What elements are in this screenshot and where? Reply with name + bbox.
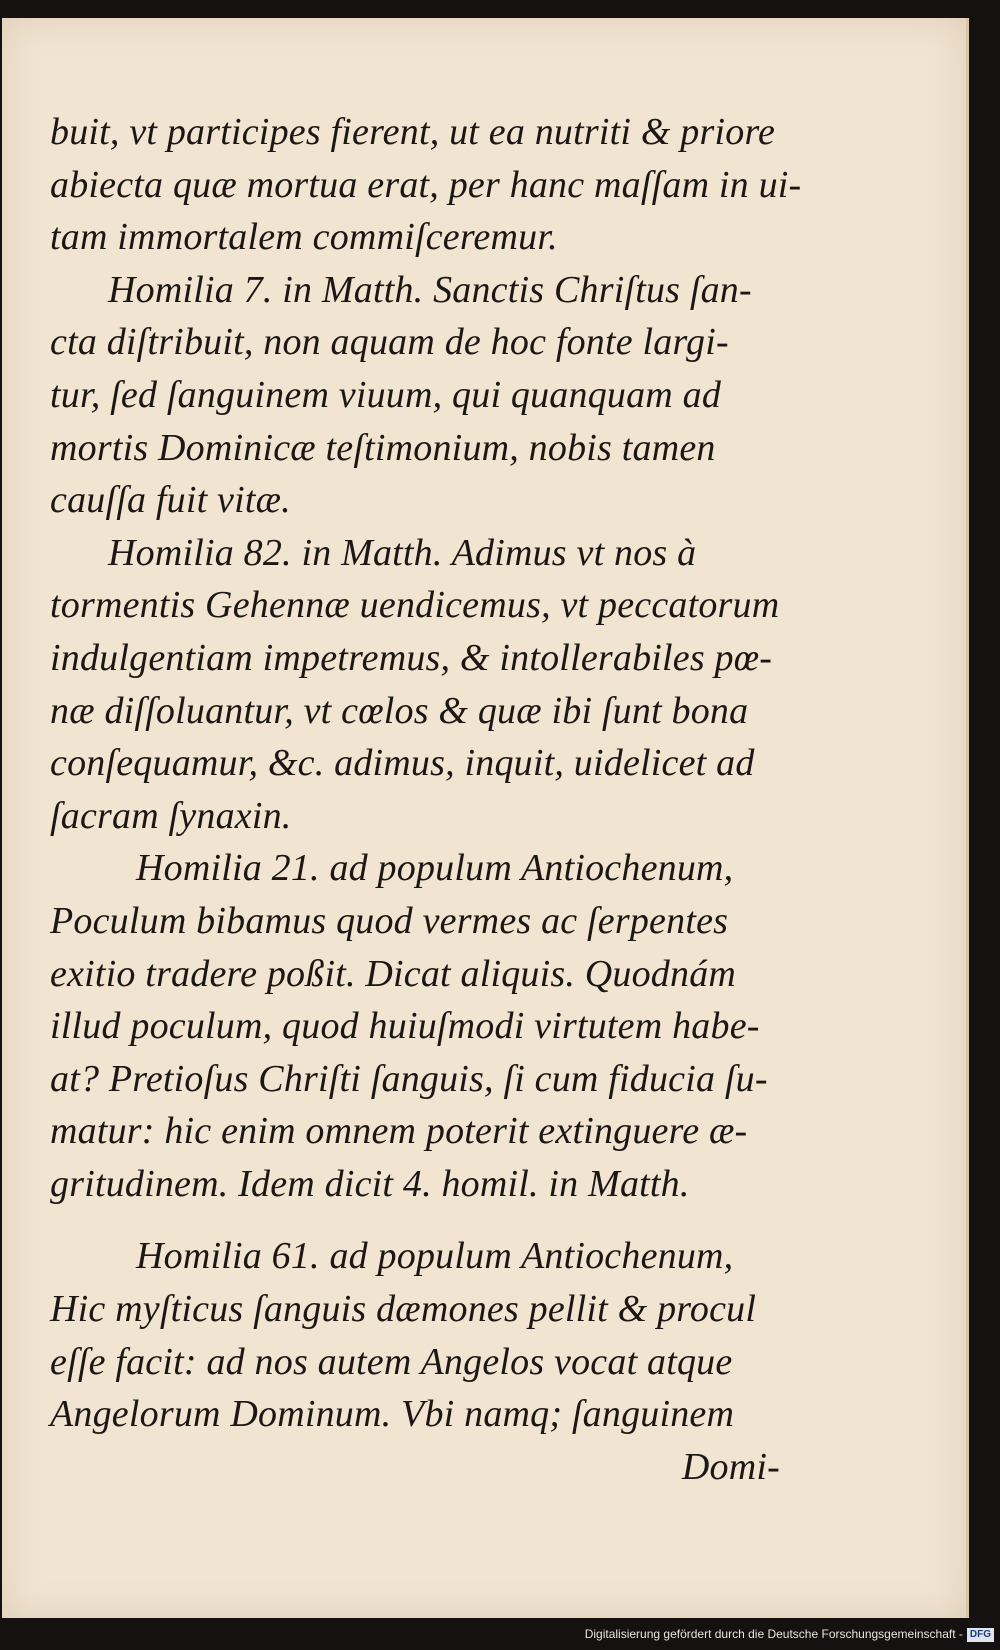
page-text bbox=[50, 106, 802, 1493]
catchword: Domi- bbox=[681, 1445, 780, 1488]
text-line: tur, ſed ſanguinem viuum, qui quanquam ad bbox=[50, 373, 722, 416]
paragraph-start-line: Homilia 21. ad populum Antiochenum, bbox=[136, 847, 734, 890]
text-line: Hic myſticus ſanguis dæmones pellit & procul bbox=[50, 1288, 757, 1331]
paragraph-gap bbox=[50, 1210, 780, 1230]
text-line: cta diſtribuit, non aquam de hoc fonte largi- bbox=[50, 321, 729, 364]
text-line: Angelorum Dominum. Vbi namq; ſanguinem bbox=[50, 1393, 735, 1436]
paragraph-start-line: Homilia 61. ad populum Antiochenum, bbox=[136, 1235, 734, 1278]
text-line: at? Pretioſus Chriſti ſanguis, ſi cum fiducia ſu- bbox=[50, 1057, 768, 1100]
paragraph-start-line: Homilia 82. in Matth. Adimus vt nos à bbox=[108, 531, 697, 574]
dfg-logo: DFG bbox=[967, 1628, 994, 1642]
text-line: illud poculum, quod huiuſmodi virtutem habe- bbox=[50, 1005, 760, 1048]
text-line: conſequamur, &c. adimus, inquit, uidelicet ad bbox=[50, 742, 755, 785]
text-line: Poculum bibamus quod vermes ac ſerpentes bbox=[50, 899, 729, 942]
text-line: indulgentiam impetremus, & intollerabiles pœ- bbox=[50, 636, 773, 679]
text-line: gritudinem. Idem dicit 4. homil. in Matth. bbox=[50, 1162, 690, 1205]
text-line: matur: hic enim omnem poterit extinguere æ- bbox=[50, 1110, 748, 1153]
footer-text: Digitalisierung gefördert durch die Deutsche Forschungsgemeinschaft - bbox=[584, 1627, 963, 1641]
text-line: exitio tradere poßit. Dicat aliquis. Quodnám bbox=[50, 952, 737, 995]
text-line: tormentis Gehennæ uendicemus, vt peccatorum bbox=[50, 584, 780, 627]
text-line: ſacram ſynaxin. bbox=[50, 794, 292, 837]
text-line: næ diſſoluantur, vt cœlos & quæ ibi ſunt bona bbox=[50, 689, 749, 732]
book-page bbox=[2, 18, 969, 1618]
text-line: buit, vt participes fierent, ut ea nutriti & priore bbox=[50, 111, 776, 153]
text-line: cauſſa fuit vitæ. bbox=[50, 479, 291, 522]
text-line: eſſe facit: ad nos autem Angelos vocat atque bbox=[50, 1340, 733, 1383]
text-line: tam immortalem commiſceremur. bbox=[50, 216, 558, 259]
paragraph-start-line: Homilia 7. in Matth. Sanctis Chriſtus ſan- bbox=[108, 268, 752, 311]
digitization-footer bbox=[0, 1618, 1000, 1650]
text-line: abiecta quæ mortua erat, per hanc maſſam in ui- bbox=[50, 163, 802, 206]
text-line: mortis Dominicæ teſtimonium, nobis tamen bbox=[50, 426, 716, 469]
